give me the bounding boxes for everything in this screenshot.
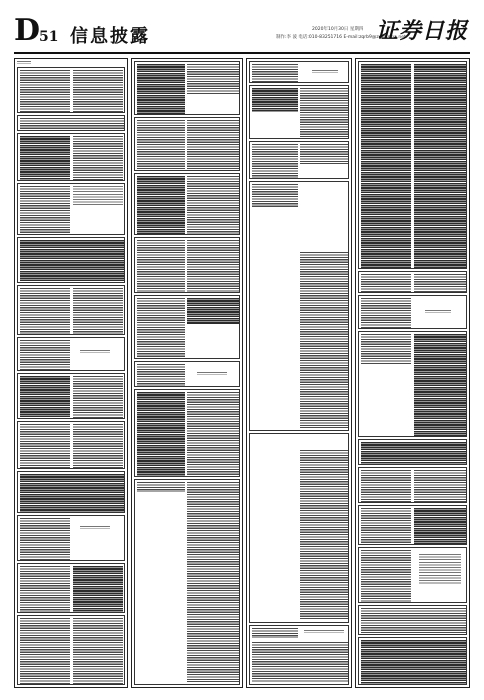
text-block [137, 364, 185, 386]
text-box [134, 295, 240, 359]
text-box [17, 237, 125, 283]
text-box [358, 331, 467, 437]
brand-logo: 证券日报 [375, 18, 468, 44]
text-box [358, 439, 467, 465]
section-letter: D [14, 13, 41, 48]
text-block [20, 288, 70, 334]
text-block [252, 628, 298, 638]
text-block [414, 64, 466, 268]
text-block [73, 136, 123, 180]
text-block [361, 64, 411, 268]
table-title [312, 70, 338, 73]
text-box [358, 295, 467, 329]
text-box [134, 479, 240, 685]
table-title [80, 526, 110, 529]
text-block [361, 274, 411, 292]
text-box [134, 237, 240, 293]
text-block [187, 482, 239, 682]
text-block [20, 340, 70, 370]
text-box [17, 67, 125, 113]
table-title [80, 350, 110, 353]
text-block [20, 376, 70, 418]
announcement-column-2 [131, 58, 243, 688]
text-block [73, 186, 123, 206]
text-box [358, 271, 467, 293]
text-box [17, 615, 125, 685]
text-block [187, 120, 239, 170]
text-block [361, 608, 466, 634]
text-block [414, 470, 466, 502]
text-block [187, 392, 239, 476]
text-block [300, 450, 348, 620]
text-box [249, 181, 349, 431]
text-block [187, 64, 239, 94]
text-block [20, 474, 124, 512]
text-box [249, 433, 349, 623]
text-block [252, 144, 298, 178]
text-box [17, 421, 125, 469]
masthead-rule [14, 52, 470, 54]
text-block [300, 144, 348, 164]
text-box [249, 625, 349, 685]
text-block [187, 176, 239, 234]
text-block [361, 334, 411, 364]
text-block [252, 88, 298, 112]
text-box [17, 563, 125, 613]
text-block [137, 392, 185, 476]
issue-date: 2020年10月30日 星期四 [312, 27, 364, 32]
text-box [17, 515, 125, 561]
text-block [73, 376, 123, 418]
text-box [358, 547, 467, 603]
text-block [20, 618, 70, 684]
masthead [14, 14, 470, 52]
text-block [73, 566, 123, 612]
text-block [137, 120, 185, 170]
text-block [300, 88, 348, 138]
text-box [358, 605, 467, 635]
text-block [20, 424, 70, 468]
column-caption [17, 61, 31, 64]
announcement-column-3 [246, 58, 352, 688]
text-block [361, 298, 411, 328]
table-title [197, 372, 227, 375]
text-block [20, 118, 124, 130]
text-block [20, 186, 70, 234]
table-title [425, 310, 451, 313]
text-block [73, 618, 123, 684]
contact-line: 制作:李 波 电话:010-83251716 E-mail:zqrb9@zqrb.sina.net [276, 35, 406, 40]
text-block [187, 298, 239, 324]
text-block [20, 70, 70, 112]
text-block [361, 640, 466, 684]
text-block [73, 424, 123, 468]
section-number: 51 [39, 29, 59, 45]
text-block [361, 550, 411, 602]
announcement-column-4 [355, 58, 470, 688]
text-box [134, 61, 240, 115]
text-block [252, 64, 298, 82]
text-box [134, 361, 240, 387]
text-box [17, 285, 125, 335]
text-block [137, 64, 185, 114]
text-box [134, 117, 240, 171]
text-block [252, 184, 298, 208]
text-block [20, 518, 70, 560]
text-block [414, 334, 466, 436]
text-block [300, 252, 348, 428]
text-box [17, 115, 125, 131]
text-box [17, 373, 125, 419]
text-box [134, 389, 240, 477]
text-block [137, 482, 185, 492]
text-block [361, 442, 466, 464]
text-block [414, 508, 466, 544]
text-box [17, 337, 125, 371]
text-box [249, 85, 349, 139]
text-box [249, 141, 349, 179]
text-block [137, 176, 185, 234]
text-block [73, 288, 123, 334]
text-box [249, 61, 349, 83]
text-block [419, 554, 461, 584]
text-box [17, 471, 125, 513]
text-box [358, 637, 467, 685]
announcement-column-1 [14, 58, 128, 688]
text-block [20, 566, 70, 612]
text-block [361, 508, 411, 544]
text-block [252, 642, 348, 682]
text-block [137, 240, 185, 292]
text-box [358, 467, 467, 503]
text-block [414, 274, 466, 292]
text-block [361, 470, 411, 502]
text-block [20, 136, 70, 180]
text-box [358, 61, 467, 269]
text-box [17, 183, 125, 235]
text-box [358, 505, 467, 545]
text-box [17, 133, 125, 181]
text-box [134, 173, 240, 235]
section-title: 信息披露 [70, 26, 150, 47]
text-block [20, 240, 124, 282]
text-block [187, 240, 239, 292]
text-block [73, 70, 123, 112]
table-title [304, 630, 344, 633]
text-block [137, 298, 185, 358]
